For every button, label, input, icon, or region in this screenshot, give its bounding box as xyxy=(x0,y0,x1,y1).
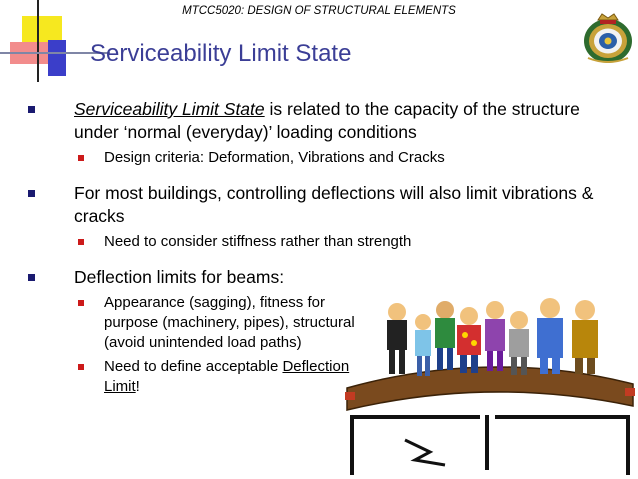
bullet-serviceability xyxy=(28,98,628,144)
institution-crest-icon xyxy=(582,10,634,64)
bullet-text: is related to the capacity of the structure under ‘normal (everyday)’ loading conditions xyxy=(74,99,580,142)
decor-blue-block xyxy=(48,40,66,76)
sub-bullet-design-criteria: Design criteria: Deformation, Vibrations and Cracks xyxy=(28,148,628,168)
sub-bullet-end: ! xyxy=(135,378,140,395)
deflection-limit-link[interactable]: Deflection Limit xyxy=(104,358,350,395)
bullet-buildings: For most buildings, controlling deflections will also limit vibrations & cracks xyxy=(28,182,628,228)
sub-bullet-appearance: Appearance (sagging), fitness for purpose (machinery, pipes), structural (avoid unintended load paths) xyxy=(28,293,368,353)
people-on-sagging-beam-illustration xyxy=(345,280,635,475)
sub-bullet-text: Need to define acceptable xyxy=(104,358,283,375)
course-header: MTCC5020: DESIGN OF STRUCTURAL ELEMENTS xyxy=(182,5,456,17)
sub-bullet-define-limit xyxy=(28,357,368,397)
slide-title: Serviceability Limit State xyxy=(90,40,352,67)
sub-bullet-stiffness: Need to consider stiffness rather than strength xyxy=(28,232,628,252)
bullet-deflection-limits: Deflection limits for beams: xyxy=(28,266,628,289)
term-serviceability: Serviceability Limit State xyxy=(74,99,265,119)
